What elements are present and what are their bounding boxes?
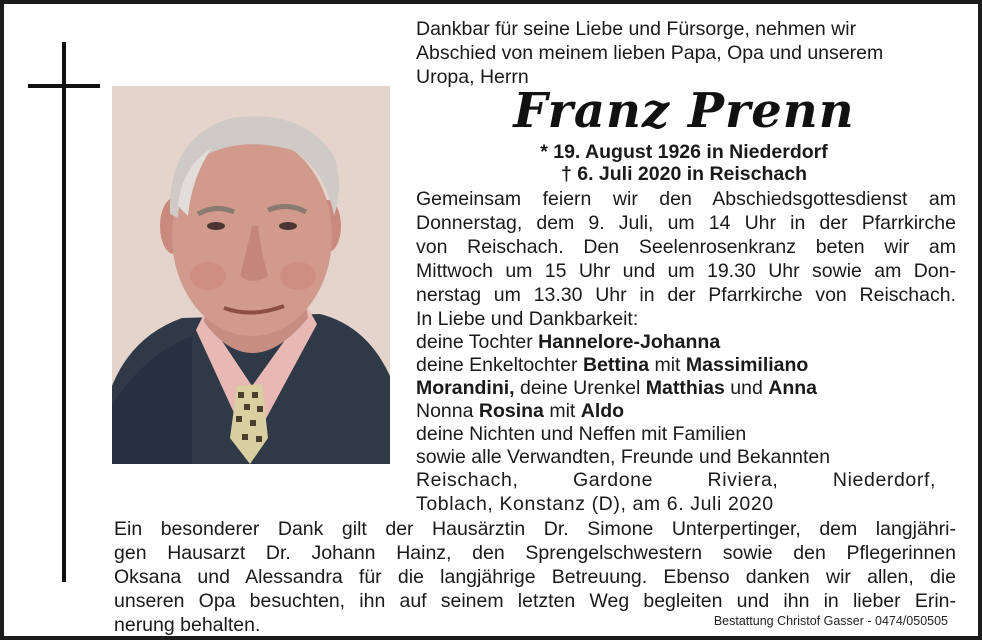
mourner-relatives: sowie alle Verwandten, Freunde und Bekannten (416, 446, 831, 468)
mourner-nieces: deine Nichten und Neffen mit Familien (416, 423, 747, 445)
service-line-1: Gemeinsam feiern wir den Abschiedsgottesdienst am (416, 188, 956, 210)
intro-line-1: Dankbar für seine Liebe und Fürsorge, nehmen wir (416, 18, 857, 40)
thanks-line-4: unseren Opa besuchten, ihn auf seinem letzten Weg begleiten und ihn in lieber Erin- (114, 590, 956, 612)
cross-icon-bar (28, 84, 100, 88)
birth-date: * 19. August 1926 in Niederdorf (540, 141, 828, 163)
thanks-line-2: gen Hausarzt Dr. Johann Hainz, den Sprengelschwestern sowie den Pflegerinnen (114, 542, 956, 564)
mourner-granddaughter: deine Enkeltochter Bettina mit Massimiliano (416, 354, 809, 376)
intro-line-3: Uropa, Herrn (416, 66, 529, 88)
deceased-name: Franz Prenn (513, 83, 855, 139)
thanks-line-1: Ein besonderer Dank gilt der Hausärztin Dr. Simone Unterpertinger, dem langjähri- (114, 518, 956, 540)
thanks-line-3: Oksana und Alessandra für die langjährige Betreuung. Ebenso danken wir allen, die (114, 566, 956, 588)
service-line-5: nerstag um 13.30 Uhr in der Pfarrkirche von Reischach. (416, 284, 956, 306)
mourner-daughter: deine Tochter Hannelore-Johanna (416, 331, 721, 353)
mourner-nonna: Nonna Rosina mit Aldo (416, 400, 625, 422)
service-line-4: Mittwoch um 15 Uhr und um 19.30 Uhr sowie am Don- (416, 260, 956, 282)
life-dates (424, 141, 944, 185)
funeral-home-credit: Bestattung Christof Gasser - 0474/050505 (713, 614, 948, 628)
death-date: † 6. Juli 2020 in Reischach (560, 163, 808, 185)
service-line-3: von Reischach. Den Seelenrosenkranz beten wir am (416, 236, 956, 258)
thanks-line-5: nerung behalten. (114, 614, 261, 636)
places-line-1: Reischach, Gardone Riviera, Niederdorf, (416, 469, 936, 491)
portrait-photo (112, 86, 390, 464)
mourner-great-grandchildren: Morandini, deine Urenkel Matthias und Anna (416, 377, 817, 399)
service-line-2: Donnerstag, dem 9. Juli, um 14 Uhr in der Pfarrkirche (416, 212, 956, 234)
places-line-2: Toblach, Konstanz (D), am 6. Juli 2020 (416, 493, 774, 515)
mourners-heading: In Liebe und Dankbarkeit: (416, 308, 639, 330)
intro-line-2: Abschied von meinem lieben Papa, Opa und unserem (416, 42, 884, 64)
cross-icon (62, 42, 66, 582)
